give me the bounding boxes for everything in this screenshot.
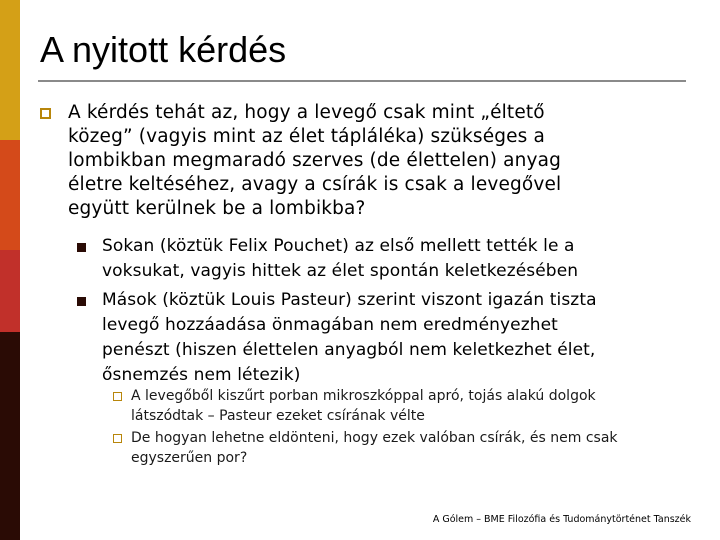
main-question-line-2: közeg” (vagyis mint az élet tápláléka) szükséges a xyxy=(68,126,545,147)
sidebar-segment-red xyxy=(0,250,20,332)
main-question-line-5: együtt kerülnek be a lombikba? xyxy=(68,198,366,219)
pouchet-line-1: Sokan (köztük Felix Pouchet) az első mellett tették le a xyxy=(102,236,575,256)
sidebar-segment-orange xyxy=(0,140,20,250)
level2-bullet-icon xyxy=(77,297,86,306)
main-question-line-4: életre keltéséhez, avagy a csírák is csak a levegővel xyxy=(68,174,562,195)
level3-bullet-icon xyxy=(113,392,122,401)
sidebar-segment-dark xyxy=(0,332,20,540)
microscope-line-2: látszódtak – Pasteur ezeket csírának vélte xyxy=(131,408,425,424)
slide-title: A nyitott kérdés xyxy=(40,29,287,70)
question-line-2: egyszerűen por? xyxy=(131,450,248,466)
main-question-line-3: lombikban megmaradó szerves (de élettelen) anyag xyxy=(68,150,561,171)
pasteur-line-2: levegő hozzáadása önmagában nem eredményezhet xyxy=(102,315,558,335)
pouchet-line-2: voksukat, vagyis hittek az élet spontán keletkezésében xyxy=(102,261,579,281)
microscope-line-1: A levegőből kiszűrt porban mikroszkóppal apró, tojás alakú dolgok xyxy=(131,388,596,404)
sidebar-segment-gold xyxy=(0,0,20,140)
question-line-1: De hogyan lehetne eldönteni, hogy ezek valóban csírák, és nem csak xyxy=(131,430,618,446)
level1-bullet-icon xyxy=(40,108,51,119)
footer-credit: A Gólem – BME Filozófia és Tudománytörténet Tanszék xyxy=(432,514,691,525)
accent-sidebar xyxy=(0,0,20,540)
pasteur-line-1: Mások (köztük Louis Pasteur) szerint viszont igazán tiszta xyxy=(102,290,597,310)
pasteur-line-4: ősnemzés nem létezik) xyxy=(102,365,301,385)
level3-bullet-icon xyxy=(113,434,122,443)
title-underline xyxy=(38,80,686,82)
level2-bullet-icon xyxy=(77,243,86,252)
pasteur-line-3: penészt (hiszen élettelen anyagból nem keletkezhet élet, xyxy=(102,340,596,360)
main-question-line-1: A kérdés tehát az, hogy a levegő csak mint „éltető xyxy=(68,102,545,123)
